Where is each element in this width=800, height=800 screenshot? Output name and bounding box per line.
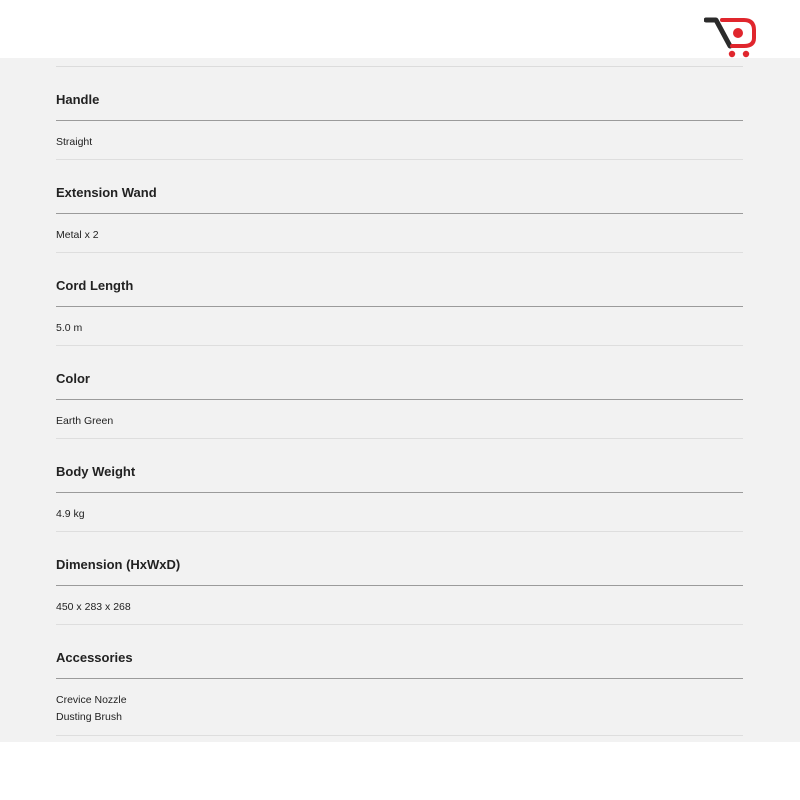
spec-value-line: Dusting Brush (56, 711, 122, 723)
divider (56, 678, 743, 679)
divider (56, 735, 743, 736)
divider (56, 213, 743, 214)
spec-value-line: Metal x 2 (56, 229, 99, 241)
spec-value (56, 599, 131, 616)
divider (56, 306, 743, 307)
divider (56, 252, 743, 253)
spec-value-line: Earth Green (56, 415, 114, 427)
spec-value (56, 320, 82, 337)
spec-value-line: 4.9 kg (56, 508, 85, 520)
spec-title: Handle (56, 92, 100, 107)
divider (56, 159, 743, 160)
spec-value (56, 692, 127, 726)
spec-title: Color (56, 371, 90, 386)
divider (56, 585, 743, 586)
spec-title: Extension Wand (56, 185, 157, 200)
spec-value-line: Crevice Nozzle (56, 694, 127, 706)
spec-value (56, 134, 92, 151)
divider (56, 345, 743, 346)
spec-title: Body Weight (56, 464, 136, 479)
spec-title: Cord Length (56, 278, 134, 293)
divider (56, 399, 743, 400)
shopping-cart-icon (704, 16, 760, 60)
divider (56, 531, 743, 532)
divider (56, 438, 743, 439)
divider (56, 120, 743, 121)
spec-value (56, 506, 85, 523)
spec-value-line: 450 x 283 x 268 (56, 601, 131, 613)
spec-value (56, 227, 99, 244)
divider (56, 66, 743, 67)
spec-value-line: 5.0 m (56, 322, 83, 334)
spec-title: Dimension (HxWxD) (56, 557, 181, 572)
divider (56, 492, 743, 493)
specifications-panel (0, 58, 800, 742)
spec-value (56, 413, 113, 430)
divider (56, 624, 743, 625)
spec-title: Accessories (56, 650, 133, 665)
spec-value-line: Straight (56, 136, 93, 148)
